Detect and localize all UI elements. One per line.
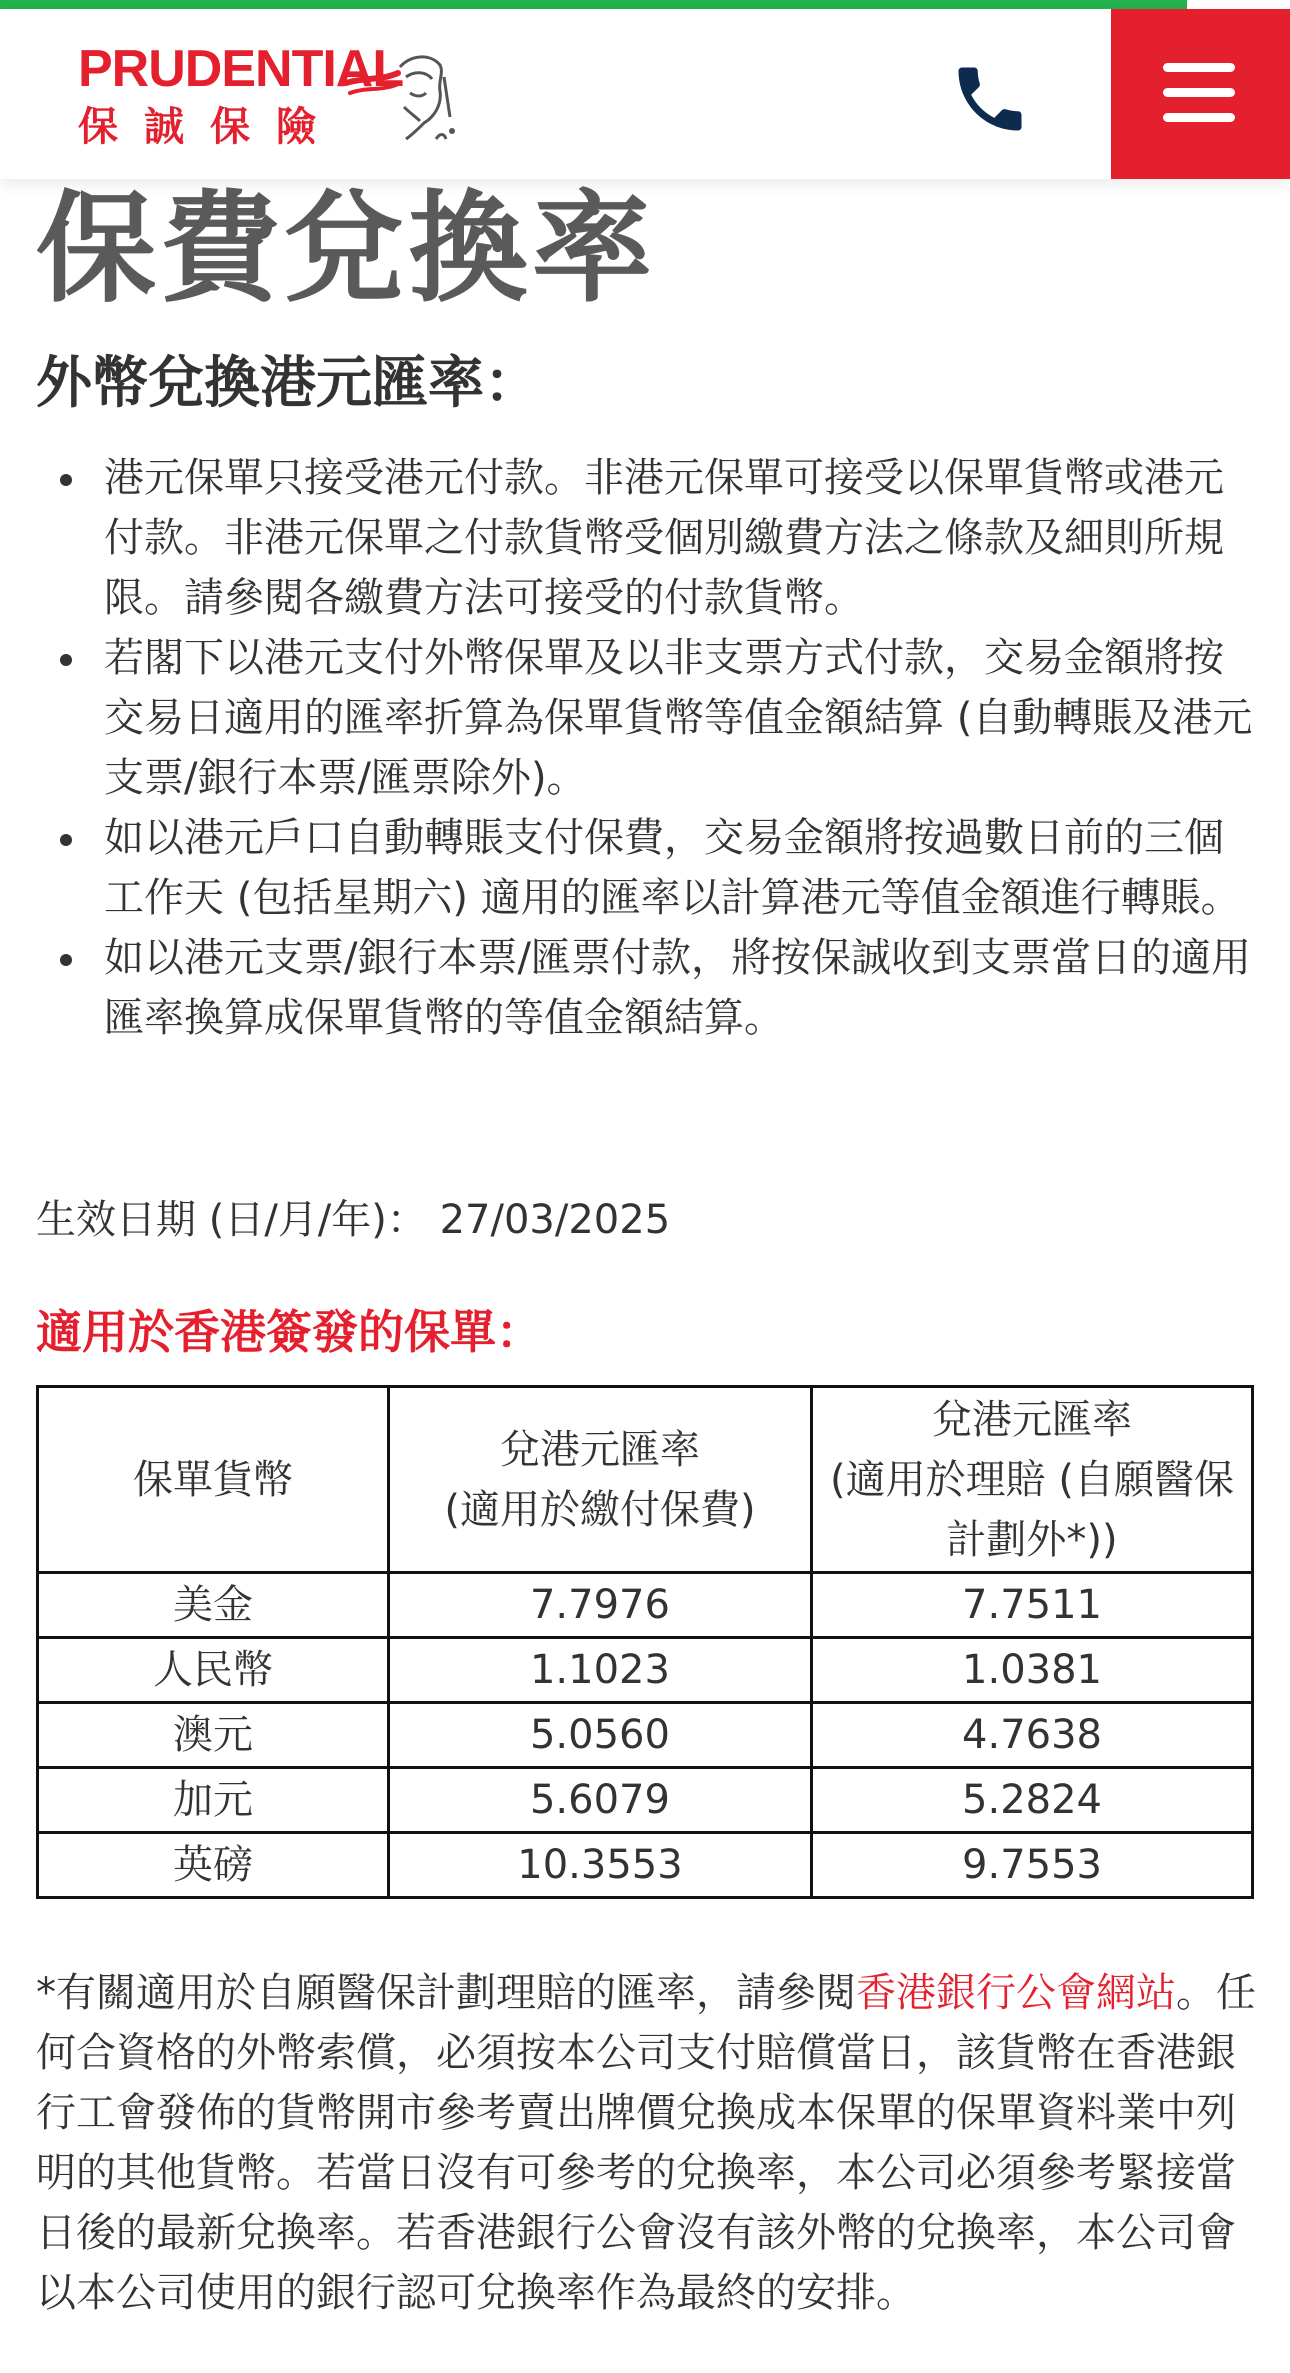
table-row	[38, 1573, 1253, 1638]
hk-policies-heading: 適用於香港簽發的保單：	[36, 1305, 542, 1359]
logo-wordmark-en: PRUDENTIAL	[78, 40, 404, 98]
section-heading: 外幣兌換港元匯率：	[36, 351, 540, 416]
column-header-currency: 保單貨幣	[38, 1387, 389, 1573]
table-header-row	[38, 1387, 1253, 1573]
table-row	[38, 1833, 1253, 1898]
phone-icon	[948, 57, 1032, 141]
site-header	[0, 9, 1290, 179]
menu-button[interactable]	[1111, 9, 1290, 179]
currency-cell: 澳元	[38, 1703, 389, 1768]
claims-rate-cell: 1.0381	[812, 1638, 1253, 1703]
premium-rate-cell: 10.3553	[388, 1833, 811, 1898]
hkab-website-link[interactable]: 香港銀行公會網站	[856, 1970, 1176, 2016]
premium-rate-header-text: 兌港元匯率 (適用於繳付保費)	[444, 1426, 756, 1533]
effective-date	[36, 1190, 670, 1250]
claims-rate-cell: 9.7553	[812, 1833, 1253, 1898]
table-row	[38, 1638, 1253, 1703]
column-header-claims-rate	[812, 1387, 1253, 1573]
payment-notes-list	[36, 448, 1256, 1048]
list-item: 港元保單只接受港元付款。非港元保單可接受以保單貨幣或港元付款。非港元保單之付款貨幣受個別繳費方法之條款及細則所規限。請參閱各繳費方法可接受的付款貨幣。	[104, 448, 1256, 628]
logo-wordmark-zh: 保誠保險	[78, 104, 342, 150]
prudential-logo[interactable]	[78, 39, 478, 149]
premium-rate-cell: 7.7976	[388, 1573, 811, 1638]
currency-cell: 人民幣	[38, 1638, 389, 1703]
page-load-progress-bar	[0, 0, 1187, 9]
footnote-suffix: 。任何合資格的外幣索償，必須按本公司支付賠償當日，該貨幣在香港銀行工會發佈的貨幣開市參考賣出牌價兌換成本保單的保單資料業中列明的其他貨幣。若當日沒有可參考的兌換率，本公司必須參考緊接當日後的最新兌換率。若香港銀行公會沒有該外幣的兌換率，本公司會以本公司使用的銀行認可兌換率作為最終的安排。	[36, 1970, 1256, 2316]
call-button[interactable]	[948, 57, 1038, 147]
effective-date-value: 27/03/2025	[439, 1197, 671, 1243]
table-row	[38, 1768, 1253, 1833]
claims-rate-footnote	[36, 1963, 1256, 2323]
claims-rate-header-text: 兌港元匯率 (適用於理賠 (自願醫保計劃外*))	[830, 1396, 1234, 1563]
exchange-rate-table	[36, 1385, 1254, 1899]
claims-rate-cell: 7.7511	[812, 1573, 1253, 1638]
page-title: 保費兌換率	[36, 180, 656, 319]
premium-rate-cell: 5.0560	[388, 1703, 811, 1768]
list-item: 如以港元戶口自動轉賬支付保費，交易金額將按過數日前的三個工作天 (包括星期六) 適用的匯率以計算港元等值金額進行轉賬。	[104, 808, 1256, 928]
premium-rate-cell: 1.1023	[388, 1638, 811, 1703]
table-row	[38, 1703, 1253, 1768]
list-item: 如以港元支票/銀行本票/匯票付款，將按保誠收到支票當日的適用匯率換算成保單貨幣的等值金額結算。	[104, 928, 1256, 1048]
footnote-prefix: *有關適用於自願醫保計劃理賠的匯率，請參閱	[36, 1970, 856, 2016]
prudence-figure-icon	[340, 47, 460, 147]
premium-rate-cell: 5.6079	[388, 1768, 811, 1833]
list-item: 若閣下以港元支付外幣保單及以非支票方式付款，交易金額將按交易日適用的匯率折算為保單貨幣等值金額結算 (自動轉賬及港元支票/銀行本票/匯票除外)。	[104, 628, 1256, 808]
currency-cell: 英磅	[38, 1833, 389, 1898]
claims-rate-cell: 5.2824	[812, 1768, 1253, 1833]
claims-rate-cell: 4.7638	[812, 1703, 1253, 1768]
effective-date-label: 生效日期 (日/月/年)：	[36, 1197, 427, 1243]
column-header-premium-rate	[388, 1387, 811, 1573]
currency-cell: 美金	[38, 1573, 389, 1638]
currency-cell: 加元	[38, 1768, 389, 1833]
